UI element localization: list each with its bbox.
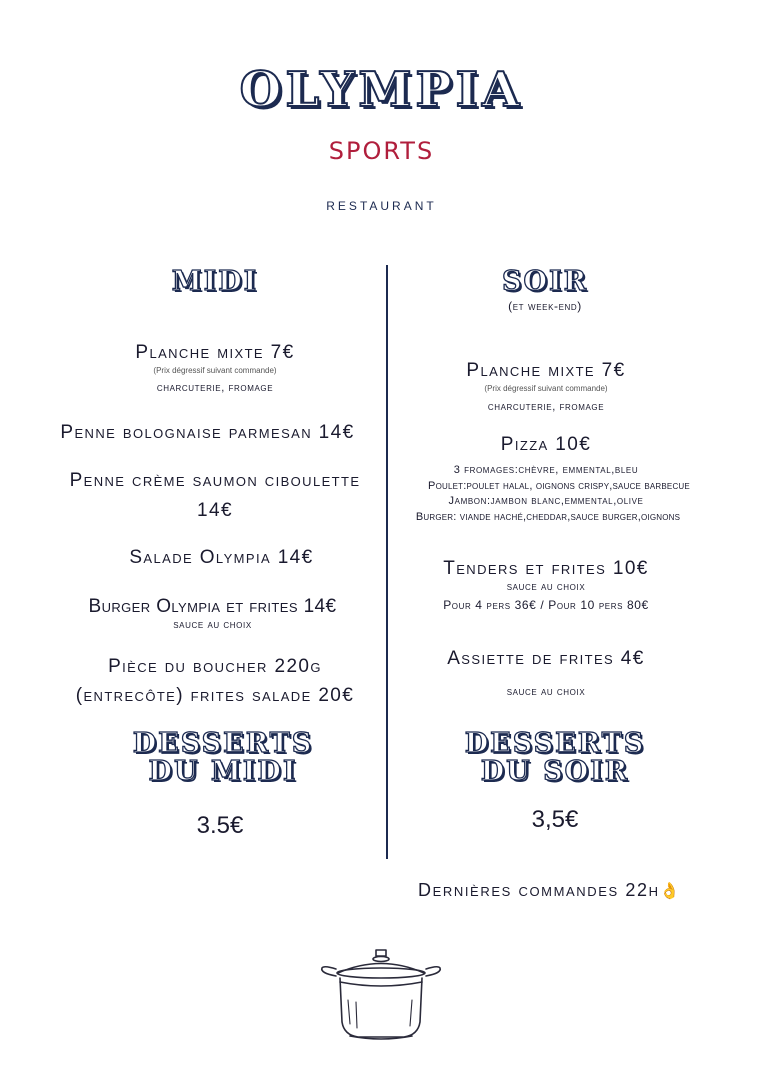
soir-planche-detail: charcuterie, fromage bbox=[487, 401, 605, 413]
soir-tenders-note: sauce au choix bbox=[506, 581, 586, 593]
midi-piece-boucher: Pièce du boucher 220g bbox=[108, 656, 322, 677]
midi-burger-note: sauce au choix bbox=[173, 619, 252, 631]
ok-hand-icon: 👌 bbox=[659, 883, 682, 900]
midi-piece-boucher-detail: (entrecôte) frites salade 20€ bbox=[75, 685, 355, 706]
cooking-pot-icon bbox=[316, 940, 446, 1050]
midi-burger: Burger Olympia et frites 14€ bbox=[88, 596, 337, 617]
soir-planche: Planche mixte 7€ bbox=[466, 360, 626, 381]
brand-subtitle: sports bbox=[328, 128, 435, 168]
last-orders-note bbox=[418, 880, 681, 901]
soir-assiette-note: sauce au choix bbox=[506, 686, 586, 698]
soir-pizza: Pizza 10€ bbox=[500, 434, 592, 455]
midi-penne-saumon: Penne crème saumon ciboulette bbox=[69, 470, 361, 491]
last-orders-text: Dernières commandes 22h bbox=[418, 880, 660, 900]
midi-planche: Planche mixte 7€ bbox=[135, 342, 295, 363]
midi-desserts-heading: DESSERTS bbox=[132, 728, 314, 759]
midi-penne-saumon-price: 14€ bbox=[197, 500, 233, 521]
soir-assiette-frites: Assiette de frites 4€ bbox=[447, 648, 645, 669]
soir-pizza-burger: Burger: viande haché,cheddar,sauce burger,oignons bbox=[415, 511, 681, 523]
midi-penne-bolognaise: Penne bolognaise parmesan 14€ bbox=[60, 422, 355, 443]
brand-tagline: restaurant bbox=[326, 195, 437, 214]
soir-desserts-price: 3,5€ bbox=[531, 806, 579, 833]
midi-planche-note: (Prix dégressif suivant commande) bbox=[153, 366, 277, 375]
midi-salade: Salade Olympia 14€ bbox=[129, 547, 314, 568]
soir-tenders-pack: Pour 4 pers 36€ / Pour 10 pers 80€ bbox=[443, 598, 649, 612]
soir-tenders: Tenders et frites 10€ bbox=[443, 558, 649, 579]
soir-desserts-heading: DESSERTS bbox=[464, 728, 646, 759]
soir-pizza-fromages: 3 fromages:chèvre, emmental,bleu bbox=[453, 464, 639, 476]
midi-desserts-subheading: DU MIDI bbox=[148, 756, 298, 787]
soir-pizza-poulet: Poulet:poulet halal, oignons crispy,sauce barbecue bbox=[428, 480, 690, 492]
soir-desserts-subheading: DU SOIR bbox=[480, 756, 630, 787]
soir-heading: SOIR bbox=[501, 266, 589, 297]
midi-heading: MIDI bbox=[171, 266, 259, 297]
soir-planche-note: (Prix dégressif suivant commande) bbox=[484, 384, 608, 393]
brand-title: OLYMPIA bbox=[239, 62, 524, 118]
soir-pizza-jambon: Jambon:jambon blanc,emmental,olive bbox=[448, 495, 644, 507]
midi-planche-detail: charcuterie, fromage bbox=[156, 382, 274, 394]
soir-subheading: (et week-end) bbox=[508, 299, 582, 313]
midi-desserts-price: 3.5€ bbox=[196, 812, 244, 839]
